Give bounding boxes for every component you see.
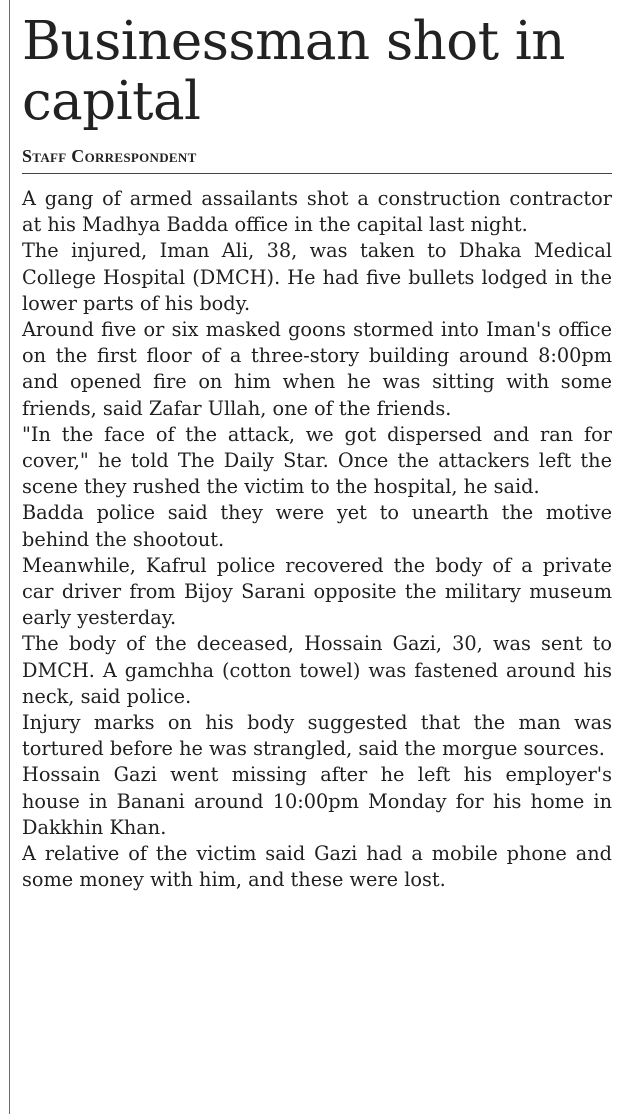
paragraph: Hossain Gazi went missing after he left his employer's house in Banani around 10:00pm Monday for his home in Dakkhin Khan. [22, 763, 612, 839]
paragraph: A gang of armed assailants shot a construction contractor at his Madhya Badda office in the capital last night. [22, 187, 612, 237]
paragraph: Injury marks on his body suggested that the man was tortured before he was strangled, said the morgue sources. [22, 711, 612, 761]
headline: Businessman shot in capital [22, 11, 565, 132]
news-article [22, 0, 612, 893]
paragraph: The injured, Iman Ali, 38, was taken to Dhaka Medical College Hospital (DMCH). He had five bullets lodged in the lower parts of his body. [22, 239, 612, 315]
article-body [22, 186, 612, 893]
paragraph: Badda police said they were yet to unearth the motive behind the shootout. [22, 501, 612, 551]
paragraph: "In the face of the attack, we got dispersed and ran for cover," he told The Daily Star. Once the attackers left the scene they rushed the victim to the hospital, he said. [22, 422, 612, 499]
paragraph: The body of the deceased, Hossain Gazi, 30, was sent to DMCH. A gamchha (cotton towel) was fastened around his neck, said police. [22, 632, 612, 708]
paragraph: Around five or six masked goons stormed into Iman's office on the first floor of a three-story building around 8:00pm and opened fire on him when he was sitting with some friends, said Zafar Ullah, one of the friends. [22, 318, 612, 420]
paragraph: A relative of the victim said Gazi had a mobile phone and some money with him, and these were lost. [22, 842, 612, 892]
byline: Staff Correspondent [22, 146, 612, 174]
column-rule [9, 0, 10, 1114]
paragraph: Meanwhile, Kafrul police recovered the body of a private car driver from Bijoy Sarani opposite the military museum early yesterday. [22, 553, 612, 630]
